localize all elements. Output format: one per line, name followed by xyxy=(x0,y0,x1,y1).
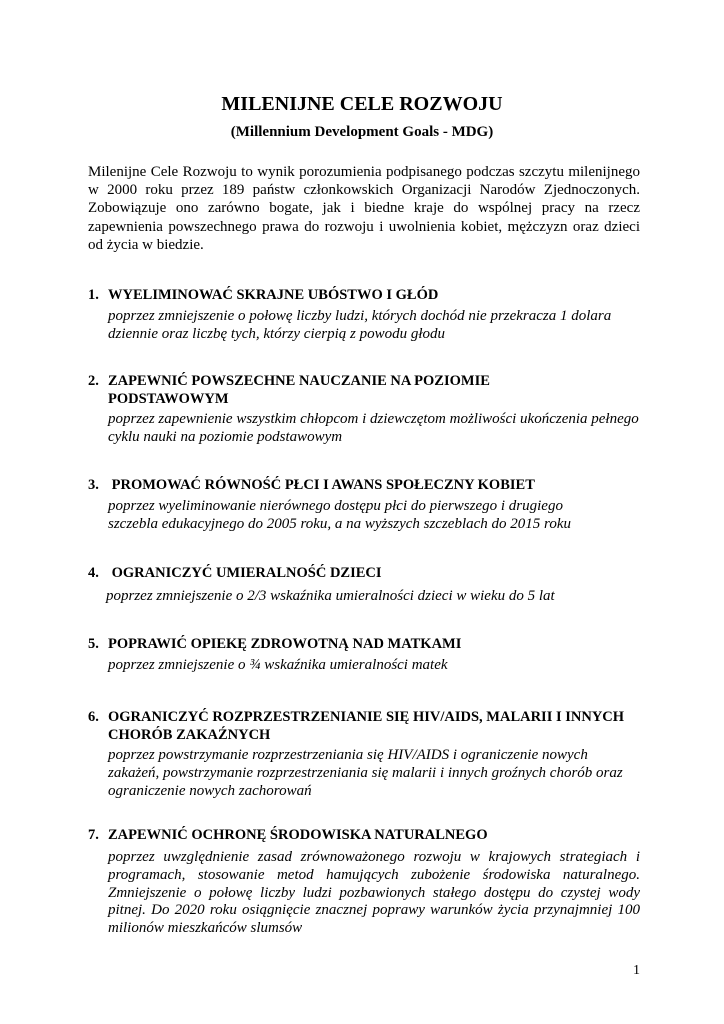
goal-4 xyxy=(88,564,640,606)
goal-description: poprzez uwzględnienie zasad zrównoważonego rozwoju w krajowych strategiach i programach, stosowanie metod hamujących zubożenie środowiska naturalnego. Zmniejszenie o połowę liczby ludzi pozbawionych stałego dostępu do czystej wody pitnej. Do 2020 roku osiągnięcie znacznej poprawy warunków życia przynajmniej 100 milionów mieszkańców slumsów xyxy=(108,849,640,937)
goal-title: WYELIMINOWAĆ SKRAJNE UBÓSTWO I GŁÓD xyxy=(108,287,439,303)
goal-title: PROMOWAĆ RÓWNOŚĆ PŁCI I AWANS SPOŁECZNY KOBIET xyxy=(108,477,535,493)
goal-6 xyxy=(88,708,640,800)
goal-number: 5. xyxy=(88,636,99,652)
goal-number: 2. xyxy=(88,373,99,389)
goal-title: POPRAWIĆ OPIEKĘ ZDROWOTNĄ NAD MATKAMI xyxy=(108,636,462,652)
goal-number: 1. xyxy=(88,287,99,303)
goal-1 xyxy=(88,286,640,344)
goal-description: poprzez powstrzymanie rozprzestrzeniania się HIV/AIDS i ograniczenie nowych zakażeń, powstrzymanie rozprzestrzeniania się malarii i innych groźnych chorób oraz ograniczenie nowych zachorowań xyxy=(108,747,623,799)
goal-title: OGRANICZYĆ UMIERALNOŚĆ DZIECI xyxy=(108,565,382,581)
goal-number: 7. xyxy=(88,827,99,843)
goal-description: poprzez zmniejszenie o połowę liczby ludzi, których dochód nie przekracza 1 dolara dziennie oraz liczbę tych, którzy cierpią z powodu głodu xyxy=(108,308,612,342)
goal-number: 3. xyxy=(88,477,99,493)
goal-7 xyxy=(88,826,640,938)
goal-title: OGRANICZYĆ ROZPRZESTRZENIANIE SIĘ HIV/AIDS, MALARII I INNYCH CHORÓB ZAKAŹNYCH xyxy=(108,709,625,743)
goal-title: ZAPEWNIĆ POWSZECHNE NAUCZANIE NA POZIOMIE PODSTAWOWYM xyxy=(108,373,490,407)
goal-2 xyxy=(88,372,640,447)
goal-description: poprzez zmniejszenie o 2/3 wskaźnika umieralności dzieci w wieku do 5 lat xyxy=(106,588,555,604)
goal-number: 6. xyxy=(88,709,99,725)
document-title: MILENIJNE CELE ROZWOJU xyxy=(221,93,503,115)
goal-number: 4. xyxy=(88,565,99,581)
goal-5 xyxy=(88,635,640,675)
page-number: 1 xyxy=(633,963,640,978)
goal-description: poprzez wyeliminowanie nierównego dostępu płci do pierwszego i drugiego szczebla edukacyjnego do 2005 roku, a na wyższych szczeblach do 2015 roku xyxy=(108,498,571,532)
intro-paragraph: Milenijne Cele Rozwoju to wynik porozumienia podpisanego podczas szczytu milenijnego w 2000 roku przez 189 państw członkowskich Organizacji Narodów Zjednoczonych. Zobowiązuje ono zarówno bogate, jak i biedne kraje do wspólnej pracy na rzecz zapewnienia powszechnego prawa do rozwoju i uwolnienia kobiet, mężczyzn oraz dzieci od życia w biedzie. xyxy=(88,164,640,253)
goal-3 xyxy=(88,476,640,534)
document-subtitle: (Millennium Development Goals - MDG) xyxy=(230,124,494,140)
goal-description: poprzez zapewnienie wszystkim chłopcom i dziewczętom możliwości ukończenia pełnego cyklu nauki na poziomie podstawowym xyxy=(108,411,639,445)
goal-description: poprzez zmniejszenie o ¾ wskaźnika umieralności matek xyxy=(108,657,448,673)
goal-title: ZAPEWNIĆ OCHRONĘ ŚRODOWISKA NATURALNEGO xyxy=(108,827,488,843)
